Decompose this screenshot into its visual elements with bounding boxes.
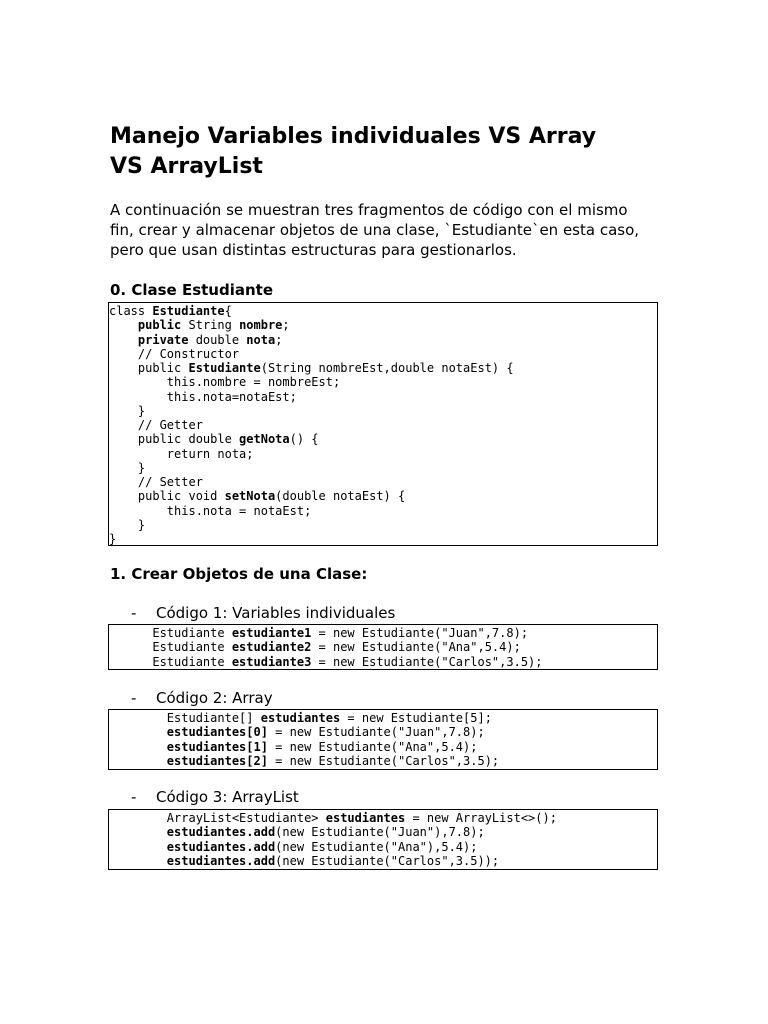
code-text: } — [109, 532, 117, 546]
code-text — [109, 754, 167, 768]
bullet-label: Código 3: ArrayList — [156, 788, 299, 806]
code-text: = new Estudiante("Carlos",3.5); — [311, 654, 543, 669]
code-line — [109, 390, 657, 404]
code-text — [109, 318, 138, 332]
code-text: = new Estudiante("Juan",7.8); — [267, 725, 485, 740]
code-keyword: estudiantes[2] — [166, 753, 268, 768]
code-text: (new Estudiante("Ana"),5.4); — [275, 839, 478, 854]
code-text: } — [109, 517, 146, 532]
code-keyword: estudiante3 — [231, 654, 312, 669]
code-text: (String nombreEst,double notaEst) { — [260, 361, 514, 375]
code-text: = new Estudiante("Juan",7.8); — [311, 626, 529, 640]
bullet-dash: - — [131, 689, 137, 707]
bullet-dash: - — [131, 788, 137, 806]
code-text: = new Estudiante[5]; — [340, 711, 492, 725]
code-line — [109, 655, 657, 669]
code-text: (double notaEst) { — [275, 489, 406, 504]
page-title — [110, 122, 670, 182]
code-text: = new Estudiante("Carlos",3.5); — [267, 753, 500, 768]
code-keyword: Estudiante — [188, 361, 261, 375]
code-keyword: estudiantes — [260, 711, 341, 725]
intro-line: pero que usan distintas estructuras para gestionarlos. — [110, 241, 517, 259]
code-keyword: estudiante1 — [231, 626, 312, 640]
code-text: ; — [275, 332, 283, 347]
code-line — [109, 725, 657, 739]
code-text — [109, 333, 138, 347]
code-text: Estudiante — [109, 640, 232, 655]
code-keyword: nombre — [239, 318, 283, 333]
page-title-line-2: VS ArrayList — [110, 154, 263, 179]
code-line — [109, 432, 657, 446]
bullet-codigo-2 — [131, 688, 273, 708]
code-text: = new ArrayList<>(); — [405, 811, 557, 825]
code-text: // Getter — [109, 418, 203, 432]
code-text — [109, 825, 167, 839]
code-line — [109, 361, 657, 375]
code-text: } — [109, 403, 146, 418]
code-line — [109, 447, 657, 461]
code-line — [109, 840, 657, 854]
code-text: this.nota = notaEst; — [109, 503, 312, 518]
code-text: } — [109, 460, 146, 475]
code-keyword: nota — [246, 332, 276, 347]
intro-line: fin, crear y almacenar objetos de una clase, `Estudiante`en esta caso, — [110, 221, 640, 239]
code-text: Estudiante — [109, 654, 232, 669]
section-heading-crear-objetos: 1. Crear Objetos de una Clase: — [110, 565, 368, 583]
code-text: Estudiante[] — [109, 711, 261, 725]
code-line — [109, 318, 657, 332]
code-text: = new Estudiante("Ana",5.4); — [311, 640, 521, 655]
code-line — [109, 825, 657, 839]
code-line — [109, 489, 657, 503]
code-text: class — [109, 304, 153, 318]
code-keyword: estudiantes[1] — [166, 739, 268, 754]
code-line — [109, 626, 657, 640]
code-text: public — [109, 361, 189, 375]
bullet-codigo-3 — [131, 787, 299, 807]
code-text: (new Estudiante("Carlos",3.5)); — [275, 853, 500, 868]
code-text — [109, 740, 167, 754]
code-block-clase-estudiante — [108, 302, 658, 546]
code-keyword: estudiante2 — [231, 640, 312, 655]
code-line — [109, 333, 657, 347]
code-keyword: public — [137, 318, 182, 333]
code-line — [109, 461, 657, 475]
code-text: Estudiante — [109, 626, 232, 640]
code-line — [109, 418, 657, 432]
code-line — [109, 532, 657, 546]
code-text: ArrayList<Estudiante> — [109, 811, 326, 825]
code-text: // Constructor — [109, 346, 240, 361]
code-text: this.nombre = nombreEst; — [109, 375, 341, 390]
code-keyword: estudiantes — [325, 811, 406, 825]
code-line — [109, 518, 657, 532]
code-line — [109, 640, 657, 654]
bullet-dash: - — [131, 604, 137, 622]
intro-paragraph — [110, 200, 670, 260]
code-text: public void — [109, 489, 225, 504]
code-line — [109, 304, 657, 318]
code-text: // Setter — [109, 475, 203, 489]
code-text: () { — [289, 432, 319, 447]
bullet-codigo-1 — [131, 603, 395, 623]
code-keyword: estudiantes.add — [166, 825, 276, 840]
intro-line: A continuación se muestran tres fragmentos de código con el mismo — [110, 201, 628, 219]
code-text: this.nota=notaEst; — [109, 389, 297, 404]
code-keyword: getNota — [239, 432, 290, 447]
code-block-variables-individuales — [108, 624, 658, 670]
code-text: = new Estudiante("Ana",5.4); — [267, 739, 478, 754]
code-line — [109, 711, 657, 725]
code-text: return nota; — [109, 446, 254, 461]
code-keyword: estudiantes.add — [166, 853, 276, 868]
section-heading-clase-estudiante: 0. Clase Estudiante — [110, 281, 274, 299]
code-text: double — [188, 332, 247, 347]
bullet-label: Código 1: Variables individuales — [156, 604, 396, 622]
code-text: String — [181, 318, 240, 333]
code-text — [109, 840, 167, 854]
code-keyword: Estudiante — [152, 304, 225, 318]
code-keyword: setNota — [224, 489, 276, 504]
code-line — [109, 404, 657, 418]
page-title-line-1: Manejo Variables individuales VS Array — [110, 124, 597, 149]
code-line — [109, 754, 657, 768]
bullet-label: Código 2: Array — [156, 689, 273, 707]
code-text: { — [224, 304, 232, 318]
code-keyword: private — [137, 332, 189, 347]
code-line — [109, 740, 657, 754]
code-text: public double — [109, 432, 240, 447]
code-text — [109, 854, 167, 868]
code-line — [109, 375, 657, 389]
code-line — [109, 347, 657, 361]
code-line — [109, 854, 657, 868]
code-line — [109, 475, 657, 489]
code-line — [109, 811, 657, 825]
code-keyword: estudiantes[0] — [166, 725, 268, 740]
code-text: ; — [282, 318, 290, 333]
code-block-array — [108, 709, 658, 770]
code-text — [109, 725, 167, 739]
code-keyword: estudiantes.add — [166, 839, 276, 854]
code-line — [109, 504, 657, 518]
code-text: (new Estudiante("Juan"),7.8); — [275, 825, 485, 840]
code-block-arraylist — [108, 809, 658, 870]
